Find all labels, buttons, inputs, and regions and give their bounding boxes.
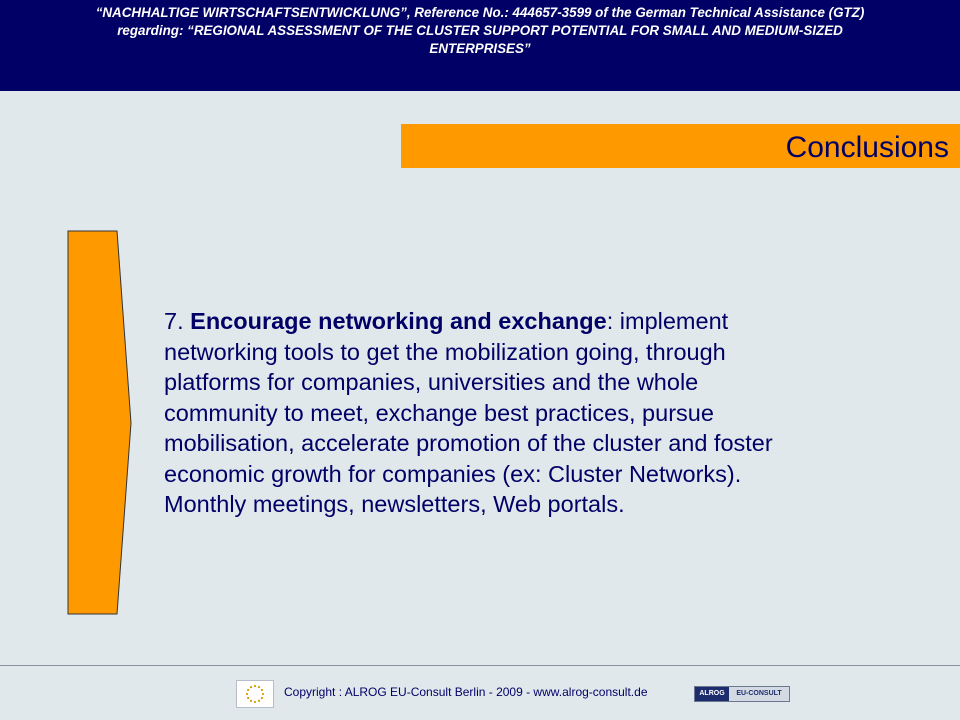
- point-line-6: economic growth for companies (ex: Cluster Networks).: [164, 460, 742, 487]
- point-line-7: Monthly meetings, newsletters, Web portals.: [164, 491, 625, 517]
- header-line-2: regarding: “REGIONAL ASSESSMENT OF THE CLUSTER SUPPORT POTENTIAL FOR SMALL AND MEDIUM-SIZED: [117, 23, 843, 38]
- logo-left-text: ALROG: [695, 687, 729, 701]
- point-line-1-rest: : implement: [606, 308, 729, 334]
- point-line-4: community to meet, exchange best practices, pursue: [164, 399, 714, 426]
- conclusion-point: [164, 306, 894, 520]
- point-line-1: [164, 306, 894, 337]
- point-line-5: mobilisation, accelerate promotion of the cluster and foster: [164, 430, 773, 456]
- header-line-1: “NACHHALTIGE WIRTSCHAFTSENTWICKLUNG”, Reference No.: 444657-3599 of the German Technical Assistance (GTZ): [95, 5, 865, 20]
- logo-right-text: EU-CONSULT: [729, 687, 789, 701]
- point-line-2: networking tools to get the mobilization going, through: [164, 338, 726, 365]
- arrow-shape: [67, 230, 137, 616]
- point-heading: Encourage networking and exchange: [190, 308, 607, 334]
- eu-flag-icon: [236, 680, 274, 708]
- title-bar: [401, 124, 960, 168]
- point-number: 7.: [164, 308, 184, 334]
- alrog-logo: [694, 686, 790, 702]
- header-banner: [0, 0, 960, 91]
- slide-title: Conclusions: [785, 131, 949, 164]
- point-line-3: platforms for companies, universities and the whole: [164, 369, 699, 395]
- header-line-3: ENTERPRISES”: [429, 41, 531, 56]
- footer-divider: [0, 665, 960, 666]
- copyright-text: Copyright : ALROG EU-Consult Berlin - 2009 - www.alrog-consult.de: [284, 685, 648, 699]
